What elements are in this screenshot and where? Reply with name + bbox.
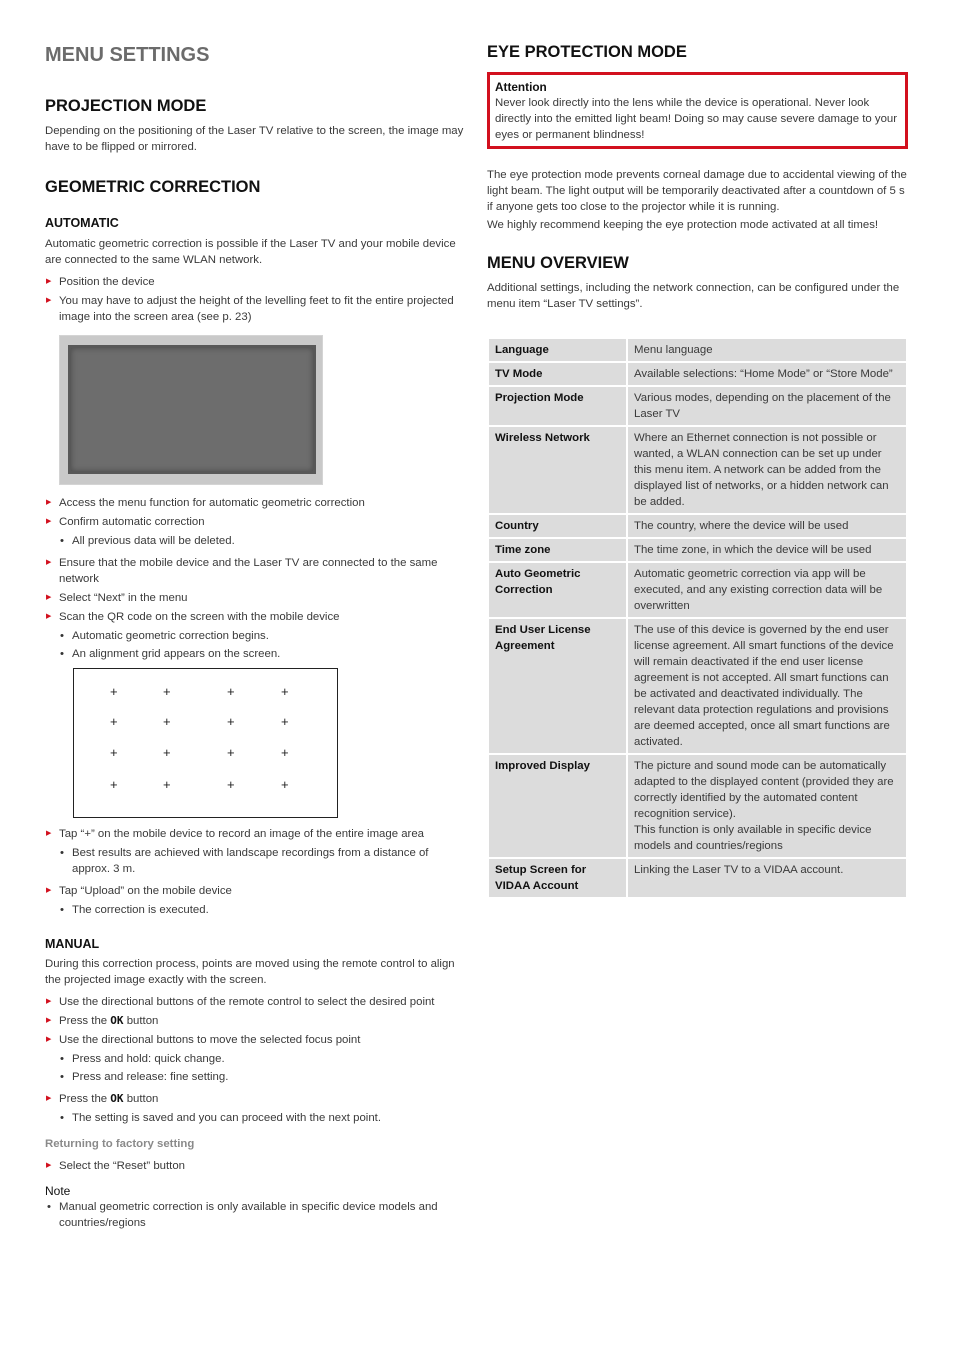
grid-plus-marker: + xyxy=(110,714,118,729)
page-title: MENU SETTINGS xyxy=(45,44,210,66)
bullet-correction-executed: • The correction is executed. xyxy=(45,902,469,918)
table-row xyxy=(488,426,907,514)
note-text: • Manual geometric correction is only available in specific device models and countries/regions xyxy=(45,1199,469,1231)
row-key: TV Mode xyxy=(488,362,627,386)
step-select-point: ▶ Use the directional buttons of the remote control to select the desired point xyxy=(45,994,469,1010)
row-value: The time zone, in which the device will be used xyxy=(627,538,907,562)
grid-plus-marker: + xyxy=(163,745,171,760)
grid-plus-marker: + xyxy=(227,684,235,699)
attention-text: Never look directly into the lens while the device is operational. Never look directly into the emitted light beam! Doing so may cause severe damage to your eyes or permanent blindness! xyxy=(495,97,898,141)
projection-mode-text: Depending on the positioning of the Laser TV relative to the screen, the image may have to be flipped or mirrored. xyxy=(45,125,464,153)
table-row xyxy=(488,562,907,618)
row-key: End User License Agreement xyxy=(488,618,627,754)
step-press-ok-1 xyxy=(45,1013,469,1029)
automatic-heading: AUTOMATIC xyxy=(45,216,119,230)
bullet-best-results: • Best results are achieved with landscape recordings from a distance of approx. 3 m. xyxy=(45,845,469,877)
bullet-setting-saved: • The setting is saved and you can proceed with the next point. xyxy=(45,1110,469,1126)
step-tap-plus: ▶ Tap “+” on the mobile device to record an image of the entire image area xyxy=(45,826,469,842)
eye-protection-recommendation: We highly recommend keeping the eye protection mode activated at all times! xyxy=(487,219,879,231)
grid-plus-marker: + xyxy=(163,714,171,729)
table-row xyxy=(488,362,907,386)
step-adjust-feet: ▶ You may have to adjust the height of the levelling feet to fit the entire projected image into the screen area (see p. 23) xyxy=(45,293,469,325)
step-scan-qr: ▶ Scan the QR code on the screen with the mobile device xyxy=(45,609,469,625)
step-select-next: ▶ Select “Next” in the menu xyxy=(45,590,469,606)
menu-overview-table xyxy=(487,337,908,899)
row-value: Menu language xyxy=(627,338,907,362)
row-key: Projection Mode xyxy=(488,386,627,426)
table-row xyxy=(488,514,907,538)
note-title: Note xyxy=(45,1184,71,1198)
table-row xyxy=(488,538,907,562)
bullet-correction-begins: • Automatic geometric correction begins. xyxy=(45,628,469,644)
row-key: Language xyxy=(488,338,627,362)
bullet-press-hold: • Press and hold: quick change. xyxy=(45,1051,469,1067)
alignment-grid-image xyxy=(73,668,338,818)
row-value-line: This function is only available in specific device models and countries/regions xyxy=(634,824,872,852)
step-position-device: ▶ Position the device xyxy=(45,274,469,290)
bullet-data-deleted: • All previous data will be deleted. xyxy=(45,533,469,549)
step-select-reset: ▶ Select the “Reset” button xyxy=(45,1158,469,1174)
bullet-press-release: • Press and release: fine setting. xyxy=(45,1069,469,1085)
ok-button-label: OK xyxy=(110,1092,124,1105)
menu-overview-heading: MENU OVERVIEW xyxy=(487,254,629,272)
row-key: Time zone xyxy=(488,538,627,562)
row-value xyxy=(627,754,907,858)
row-value: Where an Ethernet connection is not possible or wanted, a WLAN connection can be set up under this menu item. A network can be added from the displayed list of networks, or a hidden network can be added. xyxy=(627,426,907,514)
right-column xyxy=(487,42,908,899)
attention-box xyxy=(487,72,908,149)
step-press-ok-2 xyxy=(45,1091,469,1107)
projection-mode-heading: PROJECTION MODE xyxy=(45,97,207,115)
row-key: Auto Geometric Correction xyxy=(488,562,627,618)
step-move-point: ▶ Use the directional buttons to move the selected focus point xyxy=(45,1032,469,1048)
attention-title: Attention xyxy=(495,80,547,94)
geometric-correction-heading: GEOMETRIC CORRECTION xyxy=(45,178,261,196)
table-row xyxy=(488,338,907,362)
row-value: Available selections: “Home Mode” or “Store Mode” xyxy=(627,362,907,386)
eye-protection-heading: EYE PROTECTION MODE xyxy=(487,43,687,61)
projection-mode-section xyxy=(45,96,469,155)
ok-button-label: OK xyxy=(110,1014,124,1027)
manual-heading: MANUAL xyxy=(45,937,100,951)
press-the-text: Press the xyxy=(59,1093,108,1105)
grid-plus-marker: + xyxy=(227,777,235,792)
grid-plus-marker: + xyxy=(110,745,118,760)
grid-plus-marker: + xyxy=(163,684,171,699)
eye-protection-text: The eye protection mode prevents corneal damage due to accidental viewing of the light beam. The light output will be temporarily deactivated after a countdown of 5 s if anyone gets too close to the projector while it is running. xyxy=(487,169,907,213)
row-key: Wireless Network xyxy=(488,426,627,514)
grid-plus-marker: + xyxy=(110,684,118,699)
step-ensure-network: ▶ Ensure that the mobile device and the Laser TV are connected to the same network xyxy=(45,555,469,587)
grid-plus-marker: + xyxy=(163,777,171,792)
grid-plus-marker: + xyxy=(281,745,289,760)
step-tap-upload: ▶ Tap “Upload” on the mobile device xyxy=(45,883,469,899)
menu-overview-intro: Additional settings, including the network connection, can be configured under the menu item “Laser TV settings”. xyxy=(487,282,900,310)
screen-image-area xyxy=(68,345,316,474)
row-value: Linking the Laser TV to a VIDAA account. xyxy=(627,858,907,898)
grid-plus-marker: + xyxy=(110,777,118,792)
grid-plus-marker: + xyxy=(281,714,289,729)
table-row xyxy=(488,754,907,858)
factory-setting-heading: Returning to factory setting xyxy=(45,1138,195,1150)
automatic-intro: Automatic geometric correction is possible if the Laser TV and your mobile device are connected to the same WLAN network. xyxy=(45,238,456,266)
manual-intro: During this correction process, points are moved using the remote control to align the projected image exactly with the screen. xyxy=(45,958,455,986)
press-the-text: Press the xyxy=(59,1015,108,1027)
row-value: Various modes, depending on the placement of the Laser TV xyxy=(627,386,907,426)
grid-plus-marker: + xyxy=(281,684,289,699)
table-row xyxy=(488,618,907,754)
step-confirm: ▶ Confirm automatic correction xyxy=(45,514,469,530)
row-key: Setup Screen for VIDAA Account xyxy=(488,858,627,898)
row-value: The country, where the device will be used xyxy=(627,514,907,538)
step-access-menu: ▶ Access the menu function for automatic geometric correction xyxy=(45,495,469,511)
row-key: Improved Display xyxy=(488,754,627,858)
grid-plus-marker: + xyxy=(281,777,289,792)
projected-screen-image xyxy=(59,335,323,485)
grid-plus-marker: + xyxy=(227,745,235,760)
row-value-line: The picture and sound mode can be automatically adapted to the displayed content (provided they are correctly identified by the automated content recognition service). xyxy=(634,760,894,820)
row-value: Automatic geometric correction via app will be executed, and any existing correction data will be overwritten xyxy=(627,562,907,618)
row-value: The use of this device is governed by the end user license agreement. All smart functions of the device will remain deactivated if the end user license agreement is not accepted. All smart functions can be activated and deactivated individually. The relevant data protection regulations and provisions are deemed accepted, once all smart functions are activated. xyxy=(627,618,907,754)
bullet-grid-appears: • An alignment grid appears on the screen. xyxy=(45,646,469,662)
table-row xyxy=(488,858,907,898)
table-row xyxy=(488,386,907,426)
left-column xyxy=(45,42,469,1231)
row-key: Country xyxy=(488,514,627,538)
button-word: button xyxy=(126,1015,159,1027)
button-word: button xyxy=(126,1093,159,1105)
grid-plus-marker: + xyxy=(227,714,235,729)
